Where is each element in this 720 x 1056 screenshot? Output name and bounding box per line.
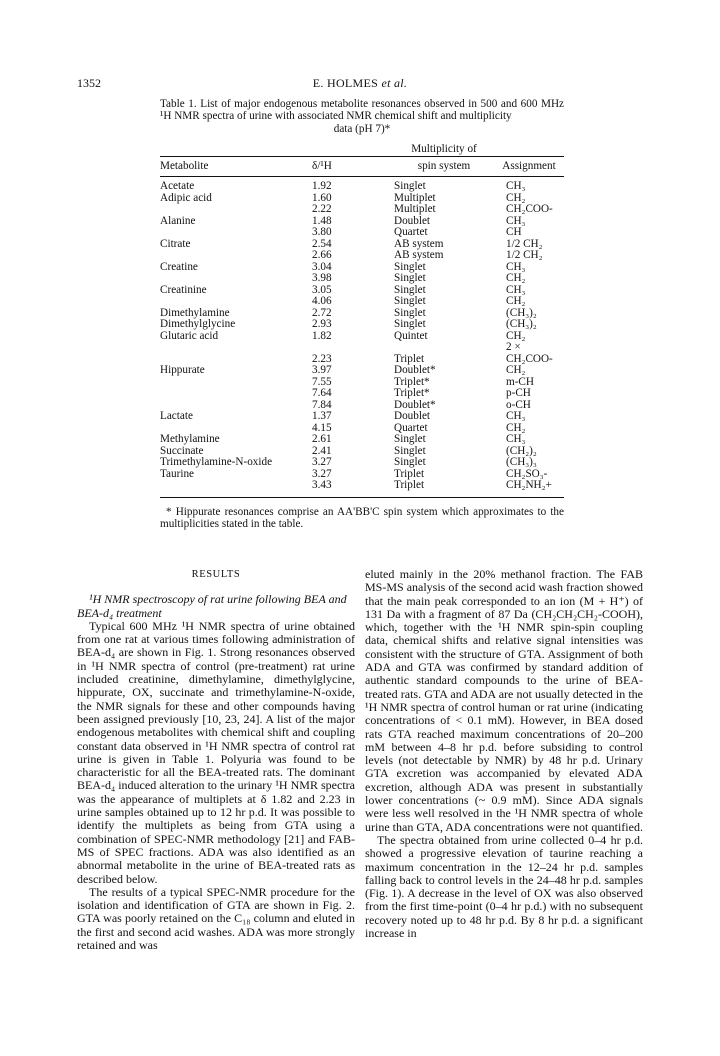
cell-assignment: CH₃ — [506, 180, 526, 192]
cell-multiplicity: Singlet — [394, 306, 426, 319]
cell-multiplicity: Triplet* — [394, 387, 430, 399]
cell-multiplicity: Quartet — [394, 226, 428, 238]
cell-assignment: CH₃ — [506, 433, 526, 445]
cell-assignment: (CH₃)₂ — [506, 306, 537, 319]
cell-shift: 3.97 — [312, 364, 332, 376]
cell-shift: 1.60 — [312, 191, 332, 204]
cell-assignment: CH₂ — [506, 272, 526, 284]
cell-multiplicity: Singlet — [394, 295, 426, 307]
cell-metabolite: Glutaric acid — [160, 329, 219, 342]
left-column — [77, 568, 355, 952]
cell-assignment: 1/2 CH₂ — [506, 237, 543, 250]
table-row — [160, 193, 564, 205]
cell-metabolite — [160, 342, 308, 365]
cell-metabolite — [160, 388, 308, 400]
table-row — [160, 480, 564, 497]
cell-metabolite: Creatine — [160, 260, 198, 273]
cell-assignment: CH₃ — [506, 214, 526, 227]
cell-metabolite: Creatinine — [160, 283, 207, 296]
cell-shift: 3.27 — [312, 467, 332, 480]
table-header-top — [160, 144, 564, 156]
cell-metabolite: Dimethylglycine — [160, 318, 236, 330]
cell-metabolite — [160, 273, 308, 285]
running-head-etal: et al. — [381, 76, 408, 90]
table-row — [160, 319, 564, 331]
cell-shift: 2.66 — [312, 249, 332, 261]
cell-multiplicity: Singlet — [394, 272, 426, 284]
table-footnote: * Hippurate resonances comprise an AA'BB'C spin system which approximates to the multiplicities stated in the table. — [160, 506, 564, 531]
cell-assignment: (CH₃)₂ — [506, 318, 537, 330]
cell-metabolite — [160, 227, 308, 239]
cell-multiplicity: Multiplet — [394, 191, 436, 204]
table-row — [160, 331, 564, 343]
cell-multiplicity: Doublet* — [394, 364, 436, 376]
cell-metabolite — [160, 480, 308, 497]
right-column — [365, 568, 643, 940]
cell-metabolite: Alanine — [160, 214, 196, 227]
cell-shift: 1.37 — [312, 410, 332, 422]
cell-shift: 7.64 — [312, 387, 332, 399]
cell-assignment: CH₂ — [506, 364, 526, 376]
body-paragraph: The spectra obtained from urine collected 0–4 hr p.d. showed a progressive elevation of taurine reaching a maximum concentration in the 12–24 hr p.d. samples falling back to control levels in the 24–48 hr p.d. samples (Fig. 1). A decrease in the level of OX was also observed from the first time-point (0–4 hr p.d.) with no subsequent recovery noted up to 48 hr p.d. By 8 hr p.d. a significant increase in — [365, 832, 643, 941]
cell-multiplicity: AB system — [394, 237, 444, 250]
cell-assignment: CH₂ — [506, 329, 526, 342]
cell-shift: 4.06 — [312, 295, 332, 307]
cell-shift: 1.48 — [312, 214, 332, 227]
table-row — [160, 239, 564, 251]
cell-assignment: m-CH — [506, 375, 534, 388]
cell-multiplicity: Multiplet — [394, 203, 436, 215]
cell-shift: 2.93 — [312, 318, 332, 330]
cell-assignment: (CH₃)₃ — [506, 456, 537, 468]
table-row — [160, 250, 564, 262]
cell-metabolite: Trimethylamine-N-oxide — [160, 456, 273, 468]
table-row — [160, 204, 564, 216]
table-row — [160, 177, 564, 193]
section-title: RESULTS — [191, 569, 241, 580]
cell-shift: 2.72 — [312, 306, 332, 319]
cell-shift: 3.27 — [312, 456, 332, 468]
cell-shift: 2.54 — [312, 237, 332, 250]
cell-assignment: p-CH — [506, 387, 531, 399]
table-header-row — [160, 156, 564, 177]
table-row — [160, 285, 564, 297]
table-row — [160, 457, 564, 469]
cell-assignment: CH₃ — [506, 283, 526, 296]
cell-shift: 1.92 — [312, 180, 332, 192]
table-row — [160, 434, 564, 446]
cell-assignment: CH — [506, 226, 522, 238]
table-row — [160, 469, 564, 481]
cell-shift: 1.82 — [312, 329, 332, 342]
cell-assignment: CH₂COO- — [506, 203, 553, 215]
cell-metabolite: Hippurate — [160, 364, 205, 376]
cell-multiplicity: Triplet — [394, 352, 425, 365]
cell-multiplicity: Doublet* — [394, 398, 436, 411]
cell-multiplicity: Singlet — [394, 180, 426, 192]
table-row — [160, 377, 564, 389]
table-row — [160, 216, 564, 228]
cell-shift: 4.15 — [312, 421, 332, 434]
cell-multiplicity: Doublet — [394, 410, 431, 422]
table-body — [160, 177, 564, 498]
cell-shift: 7.84 — [312, 398, 332, 411]
cell-metabolite: Dimethylamine — [160, 306, 230, 319]
table-row — [160, 423, 564, 435]
metabolite-table — [160, 144, 564, 498]
page-number: 1352 — [77, 76, 101, 90]
cell-multiplicity: Singlet — [394, 444, 426, 457]
cell-metabolite — [160, 250, 308, 262]
cell-assignment: 1/2 CH₂ — [506, 249, 543, 261]
cell-assignment: 2 × CH₂COO- — [506, 341, 553, 365]
cell-assignment: CH₂NH₂+ — [494, 480, 564, 497]
table-row — [160, 296, 564, 308]
cell-shift: 3.05 — [312, 283, 332, 296]
cell-metabolite: Taurine — [160, 467, 195, 480]
cell-multiplicity: Singlet — [394, 433, 426, 445]
cell-metabolite: Acetate — [160, 180, 195, 192]
cell-multiplicity: Quartet — [394, 421, 428, 434]
cell-shift: 2.23 — [312, 352, 332, 365]
table-row — [160, 400, 564, 412]
cell-shift: 2.61 — [312, 433, 332, 445]
col-header-assignment: Assignment — [494, 156, 564, 177]
cell-metabolite: Succinate — [160, 444, 204, 457]
cell-shift: 2.22 — [312, 203, 332, 215]
cell-assignment: o-CH — [506, 398, 531, 411]
cell-multiplicity: Triplet* — [394, 375, 430, 388]
cell-multiplicity: Doublet — [394, 214, 431, 227]
cell-multiplicity: Singlet — [394, 283, 426, 296]
cell-metabolite: Lactate — [160, 410, 193, 422]
cell-assignment: CH₂SO₃- — [506, 467, 548, 480]
table-row — [160, 342, 564, 365]
table-row — [160, 365, 564, 377]
body-paragraph: eluted mainly in the 20% methanol fraction. The FAB MS-MS analysis of the second acid wash fraction showed that the main peak corresponded to an ion (M + H⁺) of 131 Da with a fragment of 87 Da (CH₂CH₂CH₂-COOH), which, together with the ¹H NMR spin-spin coupling data, chemical shifts and relative signal intensities was consistent with the structure of GTA. Assignment of both ADA and GTA was confirmed by standard addition of authentic standard compounds to the urine of BEA-treated rats. GTA and ADA are not usually detected in the ¹H NMR spectra of control human or rat urine (indicating concentrations of < 0.1 mM). However, in BEA dosed rats GTA reached maximum concentrations of 20–200 mM between 4–8 hr p.d. before subsiding to control levels (not detectable by NMR) by 48 hr p.d. Urinary GTA excretion was accompanied by elevated ADA excretion, although ADA was present in substantially lower concentrations (~ 0.9 mM). Since ADA signals were less well resolved in the ¹H NMR spectra of whole urine than GTA, ADA concentrations were not quantified. — [365, 567, 643, 834]
col-header-multiplicity-2: spin system — [394, 156, 494, 177]
cell-assignment: (CH₂)₂ — [506, 444, 537, 457]
running-head-authors: E. HOLMES — [312, 76, 379, 90]
cell-assignment: CH₃ — [506, 260, 526, 273]
col-header-multiplicity-1: Multiplicity of — [411, 143, 477, 155]
cell-shift: 3.43 — [308, 480, 394, 497]
cell-metabolite — [160, 296, 308, 308]
table-row — [160, 411, 564, 423]
cell-multiplicity: Triplet — [394, 480, 494, 497]
cell-metabolite — [160, 377, 308, 389]
body-paragraph: Typical 600 MHz ¹H NMR spectra of urine obtained from one rat at various times following administration of BEA-d₄ are shown in Fig. 1. Strong resonances observed in ¹H NMR spectra of control (pre-treatment) rat urine included creatinine, dimethylamine, dimethylglycine, hippurate, OX, succinate and trimethylamine-N-oxide, the NMR signals for these and other compounds having been assigned previously [10, 23, 24]. A list of the major endogenous metabolites with chemical shift and coupling constant data observed in ¹H NMR spectra of control rat urine is given in Table 1. Polyuria was found to be characteristic for all the BEA-treated rats. The dominant BEA-d₄ induced alteration to the urinary ¹H NMR spectra was the appearance of multiplets at δ 1.82 and 2.23 in urine samples obtained up to 12 hr p.d. It was possible to identify the multiplets as being from GTA using a combination of SPEC-NMR methodology [21] and FAB-MS of SPEC fractions. ADA was also identified as an abnormal metabolite in the urine of BEA-treated rats as described below. — [77, 618, 355, 886]
table-row — [160, 227, 564, 239]
table-row — [160, 262, 564, 274]
cell-assignment: CH₂ — [506, 295, 526, 307]
body-paragraph: The results of a typical SPEC-NMR procedure for the isolation and identification of GTA are shown in Fig. 2. GTA was poorly retained on the C₁₈ column and eluted in the first and second acid washes. ADA was more strongly retained and was — [77, 884, 355, 953]
table-caption-last: data (pH 7)* — [333, 122, 391, 135]
table-row — [160, 273, 564, 285]
cell-shift: 7.55 — [312, 375, 332, 388]
cell-metabolite — [160, 204, 308, 216]
col-header-shift: δ/¹H — [308, 156, 394, 177]
cell-assignment: CH₂ — [506, 191, 526, 204]
cell-multiplicity: Singlet — [394, 318, 426, 330]
cell-assignment: CH₃ — [506, 410, 526, 422]
cell-metabolite: Methylamine — [160, 433, 220, 445]
cell-multiplicity: Singlet — [394, 456, 426, 468]
cell-multiplicity: Triplet — [394, 467, 425, 480]
table-row — [160, 388, 564, 400]
col-header-metabolite: Metabolite — [160, 156, 308, 177]
cell-shift: 2.41 — [312, 444, 332, 457]
subsection-title: ¹H NMR spectroscopy of rat urine following BEA and BEA-d₄ treatment — [77, 592, 347, 620]
cell-metabolite: Citrate — [160, 237, 191, 250]
cell-multiplicity: AB system — [394, 249, 444, 261]
cell-multiplicity: Singlet — [394, 260, 426, 273]
cell-multiplicity: Quintet — [394, 329, 428, 342]
table-caption-main: Table 1. List of major endogenous metabolite resonances observed in 500 and 600 MHz ¹H NMR spectra of urine with associated NMR chemical shift and multiplicity — [160, 98, 564, 123]
cell-shift: 3.98 — [312, 272, 332, 284]
cell-shift: 3.04 — [312, 260, 332, 273]
running-head — [0, 76, 720, 91]
table-caption — [160, 98, 564, 135]
cell-assignment: CH₂ — [506, 421, 526, 434]
cell-shift: 3.80 — [312, 226, 332, 238]
cell-metabolite: Adipic acid — [160, 191, 212, 204]
